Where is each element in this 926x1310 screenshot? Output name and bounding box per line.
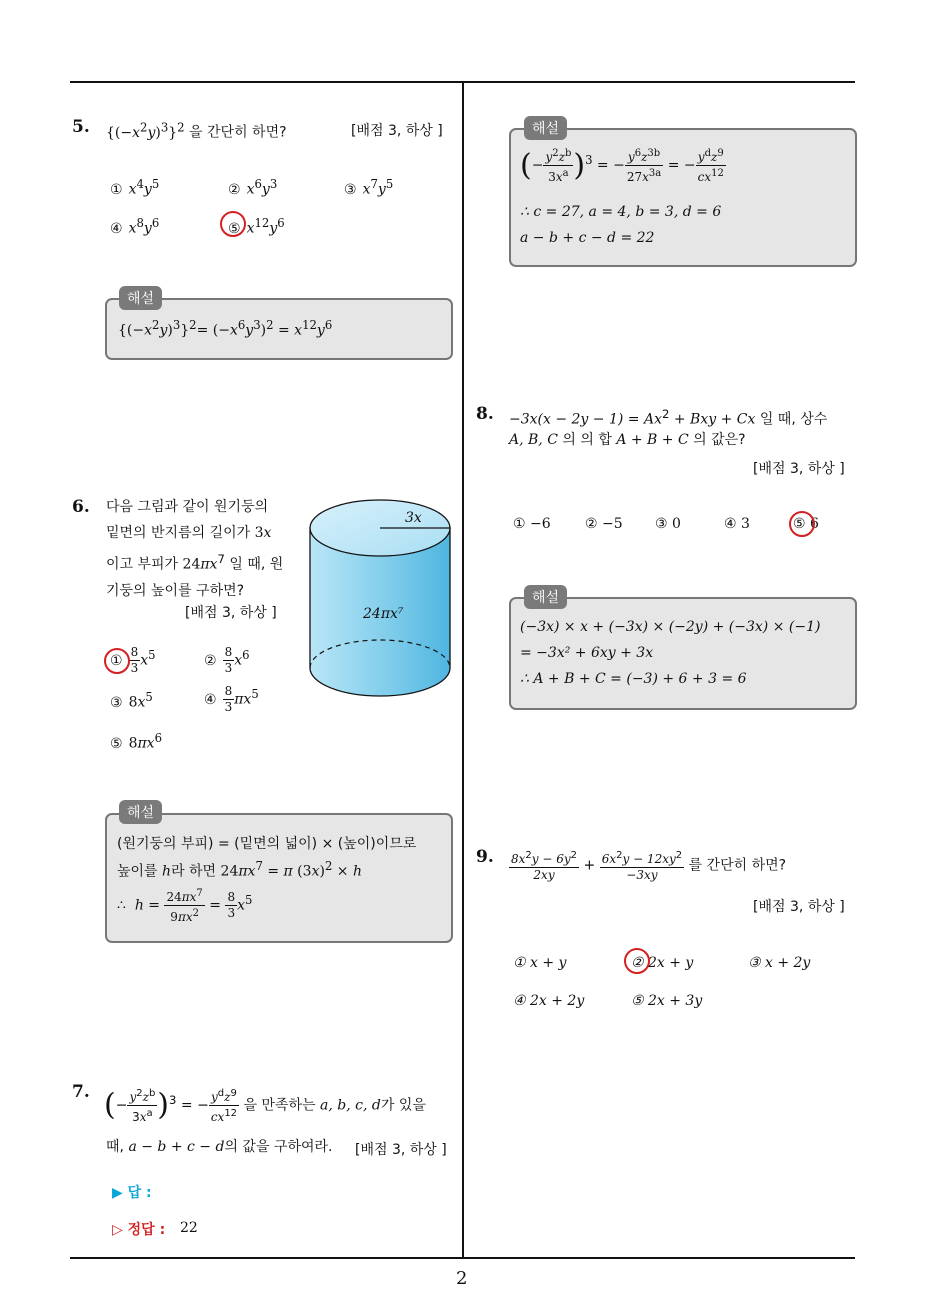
column-divider bbox=[462, 83, 464, 1258]
q6-option-3[interactable]: ③ $8x^5$ bbox=[110, 690, 153, 711]
q5-score: [배점 3, 하상 ] bbox=[351, 123, 443, 139]
q7-text-line-2: 때, a − b + c − d의 값을 구하여라. bbox=[106, 1139, 333, 1155]
q7-answer-label: ▶ 답 : bbox=[112, 1185, 152, 1201]
q6-option-4[interactable]: ④ $\frac{8}{3}$ $\pi x^5$ bbox=[204, 684, 259, 714]
cylinder-radius-label: 3x bbox=[405, 510, 422, 526]
q7-number: 7. bbox=[72, 1082, 90, 1102]
q7-explain-line-1: (− $\frac{y^2z^b}{3x^a}$ )$^3$ = − $\frac{y^6z^{3b}}{27x^{3a}}$ = − $\frac{y^dz^9}{cx^{12}}$ bbox=[520, 148, 724, 184]
cylinder-figure bbox=[305, 498, 455, 708]
q6-text: 다음 그림과 같이 원기둥의 밑면의 반지름의 길이가 3x 이고 부피가 $24\pi x^7$ 일 때, 원 기둥의 높이를 구하면? bbox=[106, 499, 284, 599]
q8-explain-tag: 해설 bbox=[524, 585, 567, 609]
q8-explain-line-3: ∴ A + B + C = (−3) + 6 + 3 = 6 bbox=[520, 671, 747, 687]
q5-option-5[interactable]: ⑤ $x^{12}y^6$ bbox=[228, 216, 285, 237]
q5-explain-line: $\{(-x^2y)^3\}^2= (-x^6y^3)^2 = x^{12}y^6$ bbox=[118, 318, 333, 339]
q6-explain-line-2: 높이를 h라 하면 $24\pi x^7 = \pi$ $(3x)^2 \times h$ bbox=[117, 859, 363, 880]
q9-option-4[interactable]: ④ 2x + 2y bbox=[513, 993, 585, 1009]
q5-explain-tag: 해설 bbox=[119, 286, 162, 310]
bottom-rule bbox=[70, 1257, 855, 1259]
q5-option-4[interactable]: ④ $x^8y^6$ bbox=[110, 216, 160, 237]
q6-answer-mark bbox=[104, 648, 130, 674]
q6-option-2[interactable]: ② $\frac{8}{3}$ $x^6$ bbox=[204, 645, 250, 675]
q8-number: 8. bbox=[476, 404, 494, 424]
q7-explain-line-2: ∴ c = 27, a = 4, b = 3, d = 6 bbox=[520, 204, 722, 220]
q8-score: [배점 3, 하상 ] bbox=[753, 461, 845, 477]
q7-correct-value: 22 bbox=[180, 1220, 198, 1236]
q8-explain-line-2: = −3x² + 6xy + 3x bbox=[520, 645, 654, 661]
q9-number: 9. bbox=[476, 847, 494, 867]
q9-answer-mark bbox=[624, 948, 650, 974]
q6-number: 6. bbox=[72, 497, 90, 517]
q8-text-line-2: A, B, C 의 의 합 A + B + C 의 값은? bbox=[509, 432, 746, 448]
q5-option-3[interactable]: ③ $x^7y^5$ bbox=[344, 177, 394, 198]
q6-option-5[interactable]: ⑤ $8\pi x^6$ bbox=[110, 731, 163, 752]
q5-text: $\{(-x^2y)^3\}^2$ 을 간단히 하면? bbox=[106, 120, 287, 141]
q7-correct-label: ▷ 정답 : bbox=[112, 1222, 166, 1238]
q8-explain-line-1: (−3x) × x + (−3x) × (−2y) + (−3x) × (−1) bbox=[520, 619, 821, 635]
q8-option-1[interactable]: ① −6 bbox=[513, 516, 551, 532]
q9-option-2[interactable]: ② 2x + y bbox=[631, 955, 694, 971]
q9-option-5[interactable]: ⑤ 2x + 3y bbox=[631, 993, 703, 1009]
q7-explain-tag: 해설 bbox=[524, 116, 567, 140]
q7-score: [배점 3, 하상 ] bbox=[355, 1142, 447, 1158]
q6-score: [배점 3, 하상 ] bbox=[185, 605, 277, 621]
q6-explain-line-3: ∴ h = $\frac{24\pi x^7}{9\pi x^2}$ = $\frac{8}{3}$ $x^5$ bbox=[117, 888, 253, 924]
q8-text-line-1: $-3x(x - 2y - 1) = Ax^2$ + Bxy + Cx 일 때, 상수 bbox=[509, 407, 828, 428]
q5-answer-mark bbox=[220, 211, 246, 237]
q9-score: [배점 3, 하상 ] bbox=[753, 899, 845, 915]
q9-option-3[interactable]: ③ x + 2y bbox=[748, 955, 811, 971]
q5-option-2[interactable]: ② $x^6y^3$ bbox=[228, 177, 278, 198]
q8-option-2[interactable]: ② −5 bbox=[585, 516, 623, 532]
q8-answer-mark bbox=[789, 511, 815, 537]
q7-text-line-1: (− $\frac{y^2z^b}{3x^a}$ )$^3$ = − $\frac{y^dz^9}{cx^{12}}$ 을 만족하는 a, b, c, d가 있을 bbox=[104, 1087, 426, 1124]
q8-option-3[interactable]: ③ 0 bbox=[655, 516, 681, 532]
q8-option-5[interactable]: ⑤ 6 bbox=[793, 516, 819, 532]
q5-number: 5. bbox=[72, 117, 90, 137]
q8-option-4[interactable]: ④ 3 bbox=[724, 516, 750, 532]
q6-explain-line-1: (원기둥의 부피) = (밑면의 넓이) × (높이)이므로 bbox=[117, 836, 417, 852]
q5-option-1[interactable]: ① $x^4y^5$ bbox=[110, 177, 160, 198]
q9-text: $\frac{8x^2y - 6y^2}{2xy}$ + $\frac{6x^2y - 12xy^2}{-3xy}$ 를 간단히 하면? bbox=[511, 850, 787, 882]
q6-option-1[interactable]: ① $\frac{8}{3}$ $x^5$ bbox=[110, 645, 156, 675]
q7-explain-line-3: a − b + c − d = 22 bbox=[520, 230, 655, 246]
q9-option-1[interactable]: ① x + y bbox=[513, 955, 567, 971]
cylinder-volume-label: 24πx⁷ bbox=[363, 606, 404, 622]
page-number: 2 bbox=[456, 1268, 468, 1289]
q6-explain-tag: 해설 bbox=[119, 800, 162, 824]
